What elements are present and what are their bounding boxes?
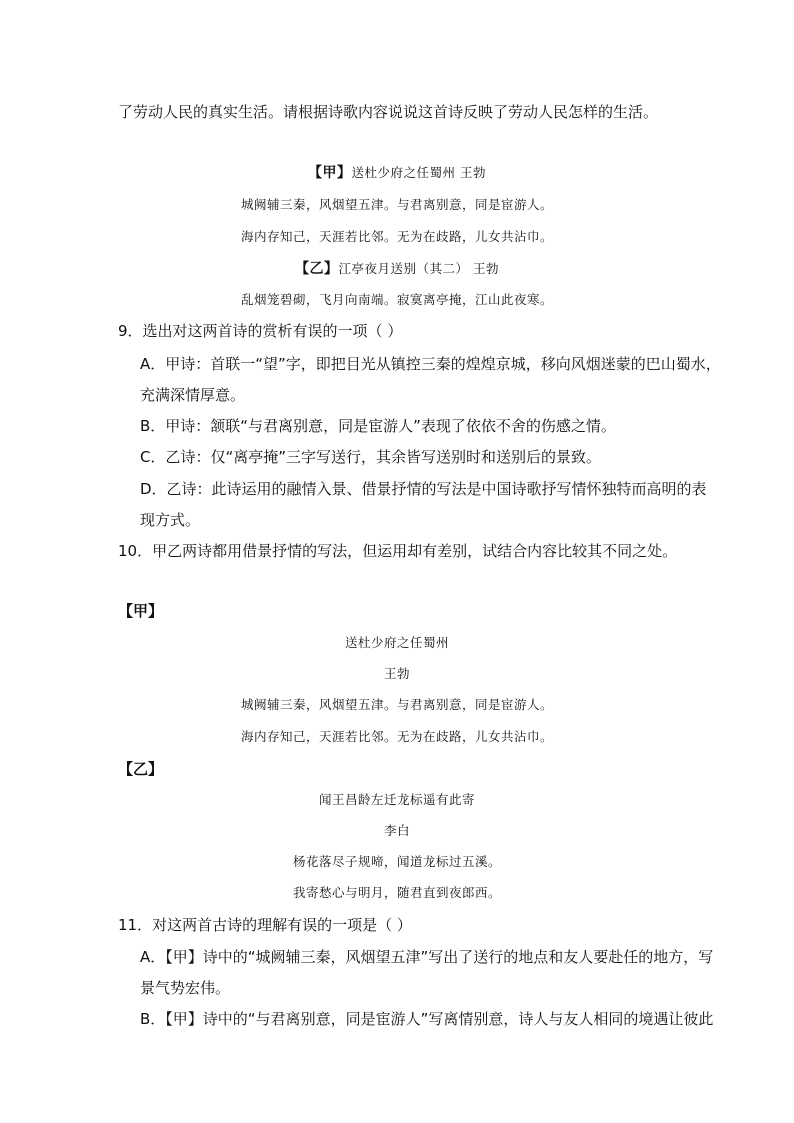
poem-a-heading bbox=[0, 164, 794, 182]
passage2-tag-a: 【甲】 bbox=[118, 602, 164, 620]
passage2-poem-b-line: 我寄愁心与明月，随君直到夜郎西。 bbox=[292, 885, 501, 900]
question-11-stem: 11．对这两首古诗的理解有误的一项是（ ） bbox=[118, 916, 412, 934]
question-9-option-a-cont: 充满深情厚意。 bbox=[140, 386, 246, 404]
passage2-tag-b: 【乙】 bbox=[118, 760, 164, 778]
passage2-poem-a-title: 送杜少府之任蜀州 bbox=[344, 635, 449, 650]
question-11-option-a-cont: 景气势宏伟。 bbox=[140, 979, 231, 997]
passage2-poem-a-line: 城阙辅三秦，风烟望五津。与君离别意，同是宦游人。 bbox=[240, 697, 553, 712]
question-9-option-d-cont: 现方式。 bbox=[140, 511, 201, 529]
poem-a-tag: 【甲】 bbox=[308, 165, 352, 181]
poem-b-title: 江亭夜月送别（其二） 王勃 bbox=[338, 261, 499, 276]
poem-b-heading bbox=[0, 260, 794, 278]
poem-a-line: 海内存知己，天涯若比邻。无为在歧路，儿女共沾巾。 bbox=[240, 229, 553, 244]
intro-line: 了劳动人民的真实生活。请根据诗歌内容说说这首诗反映了劳动人民怎样的生活。 bbox=[118, 103, 659, 121]
poem-b-tag: 【乙】 bbox=[295, 261, 339, 277]
passage2-poem-a-line: 海内存知己，天涯若比邻。无为在歧路，儿女共沾巾。 bbox=[240, 729, 553, 744]
question-9-option-d: D．乙诗：此诗运用的融情入景、借景抒情的写法是中国诗歌抒写情怀独特而高明的表 bbox=[140, 480, 707, 498]
passage2-poem-b-author: 李白 bbox=[383, 823, 410, 838]
question-10-stem: 10．甲乙两诗都用借景抒情的写法，但运用却有差别，试结合内容比较其不同之处。 bbox=[118, 542, 678, 560]
question-9-option-b: B．甲诗：颔联“与君离别意，同是宦游人”表现了依依不舍的伤感之情。 bbox=[140, 417, 616, 435]
question-9-option-c: C．乙诗：仅“离亭掩”三字写送行，其余皆写送别时和送别后的景致。 bbox=[140, 448, 602, 466]
question-9-option-a: A．甲诗：首联一“望”字，即把目光从镇控三秦的煌煌京城，移向风烟迷蒙的巴山蜀水， bbox=[140, 355, 721, 373]
poem-a-title: 送杜少府之任蜀州 王勃 bbox=[351, 165, 486, 180]
poem-a-line: 城阙辅三秦，风烟望五津。与君离别意，同是宦游人。 bbox=[240, 197, 553, 212]
question-11-option-b: B．【甲】诗中的“与君离别意，同是宦游人”写离情别意，诗人与友人相同的境遇让彼此 bbox=[140, 1010, 714, 1028]
passage2-poem-a-author: 王勃 bbox=[383, 666, 410, 681]
question-9-stem: 9．选出对这两首诗的赏析有误的一项（ ） bbox=[118, 322, 403, 340]
passage2-poem-b-line: 杨花落尽子规啼，闻道龙标过五溪。 bbox=[292, 854, 501, 869]
question-11-option-a: A．【甲】诗中的“城阙辅三秦，风烟望五津”写出了送行的地点和友人要赴任的地方，写 bbox=[140, 948, 714, 966]
passage2-poem-b-title: 闻王昌龄左迁龙标遥有此寄 bbox=[318, 792, 475, 807]
poem-b-line: 乱烟笼碧砌，飞月向南端。寂寞离亭掩，江山此夜寒。 bbox=[240, 292, 553, 307]
